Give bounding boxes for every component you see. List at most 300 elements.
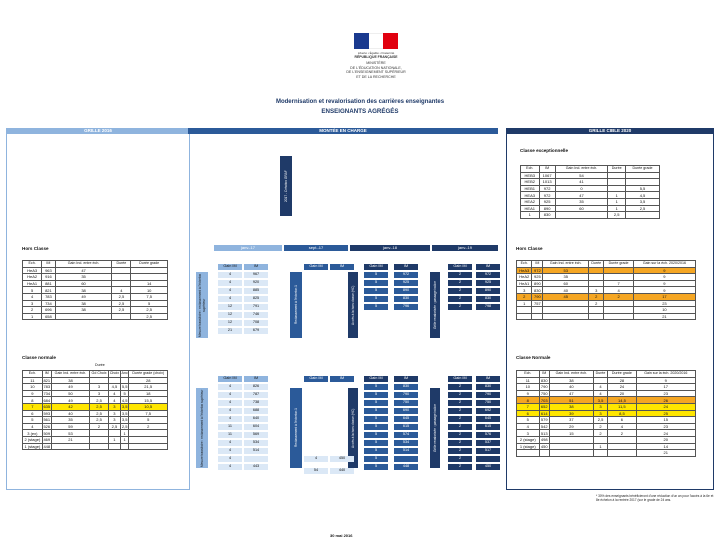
table-header: Durée <box>593 371 608 378</box>
value-cell: 688 <box>244 408 268 414</box>
table-cell: 59 <box>51 423 89 430</box>
value-cell: 12 <box>218 304 242 310</box>
value-cell: 830 <box>476 384 500 390</box>
table-cell: 542 <box>540 423 548 429</box>
table-cell: 757 <box>532 300 543 307</box>
table-cell: 830 <box>540 377 548 383</box>
table-cell: 526 <box>43 423 51 429</box>
value-cell: 2 <box>448 416 472 422</box>
table-cell <box>120 377 128 384</box>
value-cell: 925 <box>394 280 418 286</box>
table-cell: 47 <box>55 267 112 274</box>
value-cell: 830 <box>476 296 500 302</box>
table-cell: 35 <box>51 417 89 424</box>
table-row <box>517 287 696 294</box>
table-cell: 3 <box>108 417 120 424</box>
table-cell: 1 (stage) <box>517 443 540 450</box>
table-header: IM <box>539 371 549 378</box>
table-cell: 54 <box>555 172 608 179</box>
table-cell <box>604 307 634 314</box>
table-cell: 38 <box>55 300 112 307</box>
value-cell: 4 <box>218 384 242 390</box>
table-row <box>23 377 168 384</box>
column-header: Gain IM <box>364 264 388 270</box>
table-header: Gain Ind. entre éch. <box>555 166 608 173</box>
note-acces-cn: Accès à la hors classe (HC) <box>348 388 358 468</box>
table-cell: 1013 <box>539 179 555 186</box>
table-cell: 21,5 <box>129 384 168 391</box>
value-cell: 4 <box>218 464 242 470</box>
table-cell: 5 <box>129 417 168 424</box>
table-cell: HeA3 <box>517 267 532 274</box>
value-cell: 12 <box>218 312 242 318</box>
table-cell: 3 <box>108 410 120 417</box>
table-cell: 21 <box>633 313 695 320</box>
value-cell: 640 <box>244 416 268 422</box>
table-cell: 5,5 <box>121 384 128 390</box>
ministry-line: DE L'ÉDUCATION NATIONALE, <box>350 65 402 70</box>
table-row <box>517 417 696 424</box>
table-cell: 21 <box>636 450 695 457</box>
table-cell: 40 <box>549 384 593 391</box>
cadre-label: 2017 - Création GRAF <box>280 156 292 216</box>
value-cell <box>476 456 500 462</box>
table-header: Durée grade (choix) <box>129 371 168 378</box>
table-cell: 7 <box>517 403 540 410</box>
year-bar-3: janv.-18 <box>350 245 430 251</box>
table-cell <box>549 443 593 450</box>
value-cell: 4 <box>218 400 242 406</box>
table-row <box>23 293 168 300</box>
table-cell <box>604 300 634 307</box>
table-cell <box>604 267 634 274</box>
value-cell: 11 <box>218 424 242 430</box>
table-cell <box>608 185 626 192</box>
table-cell: 2 <box>604 293 634 300</box>
table-row <box>517 443 696 450</box>
table-cell <box>608 436 636 443</box>
value-cell: 534 <box>394 440 418 446</box>
table-row <box>517 436 696 443</box>
table-cell: 60 <box>55 280 112 287</box>
table-cell: 41 <box>555 179 608 186</box>
ministry-line: MINISTÈRE <box>366 61 386 65</box>
table-cell: 783 <box>42 293 55 300</box>
table-cell: 5 <box>131 300 168 307</box>
table-cell: 1 <box>120 430 128 437</box>
value-cell: 787 <box>244 392 268 398</box>
table-cell: 39 <box>549 410 593 417</box>
table-row <box>517 307 696 314</box>
value-cell: 790 <box>476 392 500 398</box>
value-cell: 2 <box>448 408 472 414</box>
table-cell: 3 <box>517 430 540 437</box>
table-cell: 2,5 <box>108 423 120 430</box>
table-cell: 15 <box>636 417 695 424</box>
table-header: Durée grade <box>625 166 659 173</box>
table-cell <box>532 313 543 320</box>
table-cell: 2,5 <box>625 205 659 212</box>
table-cell: 28 <box>129 377 168 384</box>
table-cell <box>593 450 608 457</box>
table-header: Ech. <box>23 261 42 268</box>
value-cell: 5 <box>364 448 388 454</box>
table-row <box>23 313 168 320</box>
column-header: IM <box>476 264 500 270</box>
table-cell <box>625 172 659 179</box>
table-header: IM <box>42 261 55 268</box>
value-cell: 920 <box>244 280 268 286</box>
value-cell: 2 <box>448 280 472 286</box>
table-cell: 24 <box>636 403 695 410</box>
table-cell: 9 <box>636 377 695 384</box>
table-cell: HeA2 <box>517 274 532 281</box>
table-cell: 14,5 <box>608 397 636 404</box>
right-ce-title: Classe exceptionnelle <box>520 148 569 153</box>
table-header: Durée <box>589 261 604 268</box>
table-cell: 10 <box>633 307 695 314</box>
table-row <box>521 179 660 186</box>
table-cell: 17 <box>636 384 695 391</box>
table-cell: 51 <box>549 397 593 404</box>
table-cell <box>589 307 604 314</box>
table-cell <box>608 179 626 186</box>
table-cell: 18 <box>129 390 168 397</box>
table-row <box>517 397 696 404</box>
table-header: IM <box>42 371 51 378</box>
table-cell: 2,5 <box>90 410 109 417</box>
table-cell <box>589 274 604 281</box>
value-cell: 569 <box>244 432 268 438</box>
table-cell: 11,5 <box>608 403 636 410</box>
table-cell: 2 <box>593 423 608 430</box>
table-row <box>23 384 168 391</box>
table-cell: 7 <box>23 403 43 410</box>
table-cell: 4,5 <box>121 397 128 403</box>
table-row <box>521 198 660 205</box>
table-cell: 2,5 <box>112 293 131 300</box>
table-cell <box>608 172 626 179</box>
table-row <box>23 423 168 430</box>
note-grille-cn: Grille revalorisée : passage indice <box>430 388 440 468</box>
value-cell: 450 <box>476 464 500 470</box>
table-cell: 10 <box>131 287 168 294</box>
value-cell <box>244 456 268 462</box>
table-cell: 11 <box>23 377 43 384</box>
value-cell: 5 <box>364 456 388 462</box>
right-ce-table <box>520 165 660 219</box>
column-header: IM <box>394 376 418 382</box>
table-header: Durée <box>112 261 131 268</box>
table-cell <box>549 450 593 457</box>
table-header: Gd Choix <box>91 371 107 376</box>
column-header: IM <box>244 376 268 382</box>
table-cell: 1 <box>593 443 608 450</box>
table-cell: 821 <box>42 287 55 294</box>
year-bar-1: janv.-17 <box>214 245 282 251</box>
table-cell: 509 <box>43 430 51 436</box>
table-cell: 2 <box>23 307 42 314</box>
table-header: Durée grade <box>608 371 636 378</box>
column-header: Gain IM <box>218 376 242 382</box>
table-cell: 24 <box>636 430 695 437</box>
table-cell: 38 <box>55 307 112 314</box>
table-cell: 60 <box>555 205 608 212</box>
table-cell <box>51 443 89 450</box>
table-cell: 1 <box>517 300 532 307</box>
table-cell: 881 <box>42 280 55 287</box>
value-cell: 12 <box>218 320 242 326</box>
table-cell <box>589 267 604 274</box>
table-cell: 24 <box>608 384 636 391</box>
value-cell: 5 <box>364 280 388 286</box>
value-cell: 967 <box>244 272 268 278</box>
table-cell <box>604 274 634 281</box>
table-cell: 513 <box>540 430 548 436</box>
table-row <box>517 300 696 307</box>
table-cell: 35 <box>55 274 112 281</box>
value-cell: 4 <box>218 440 242 446</box>
table-cell <box>112 313 131 320</box>
left-hc-table <box>22 260 168 320</box>
table-cell: 2 <box>517 293 532 300</box>
table-cell: 26 <box>636 397 695 404</box>
value-cell: 576 <box>476 432 500 438</box>
flag-emblem <box>354 33 398 49</box>
table-row <box>517 293 696 300</box>
ministry-name <box>346 61 406 79</box>
value-cell: 679 <box>244 328 268 334</box>
table-cell: 498 <box>540 437 548 443</box>
table-header: Gain Ind. entre éch. <box>543 261 589 268</box>
value-cell: 4 <box>218 280 242 286</box>
table-cell <box>625 212 659 219</box>
table-cell: 658 <box>42 313 55 320</box>
ministry-line: ET DE LA RECHERCHE <box>356 74 396 79</box>
table-cell: 9 <box>633 287 695 294</box>
table-cell: 4 <box>517 423 540 430</box>
table-header: Gain sur la éch. 2020/2016 <box>633 261 695 268</box>
logo-motto: Liberté • Égalité • Fraternité <box>357 51 395 55</box>
table-cell: 3 <box>90 390 109 397</box>
table-cell: 1 <box>120 436 128 443</box>
table-cell: 2,5 <box>593 417 608 424</box>
table-cell: 42 <box>51 403 89 410</box>
table-header: Anc <box>121 371 128 376</box>
page-title: Modernisation et revalorisation des carrières enseignantes <box>275 99 445 105</box>
footnote: * 30% des enseignants bénéficieront d'une réduction d'un an pour l'accès à la 6e et 8e échelon à la rentrée 2017 (sur le grade de 24 ans. <box>596 494 714 503</box>
year-bar-4: janv.-19 <box>432 245 498 251</box>
table-cell: HEA3 <box>521 192 540 199</box>
table-cell: 10,5 <box>129 403 168 410</box>
value-cell: 2 <box>448 464 472 470</box>
table-row <box>23 287 168 294</box>
table-cell: 38 <box>549 403 593 410</box>
table-cell: 972 <box>539 192 555 199</box>
table-cell: 2 <box>90 423 109 430</box>
value-cell: 690 <box>394 408 418 414</box>
table-header: Durée grade <box>131 261 168 268</box>
table-cell: 783 <box>43 384 51 390</box>
value-cell: 2 <box>448 424 472 430</box>
table-cell: 5 <box>23 287 42 294</box>
table-cell: 47 <box>549 390 593 397</box>
table-cell: 703 <box>540 397 548 403</box>
table-row <box>521 192 660 199</box>
table-cell: 11 <box>517 377 540 384</box>
table-cell: HEB1 <box>521 185 540 192</box>
value-cell: 708 <box>244 320 268 326</box>
value-cell: 5 <box>364 272 388 278</box>
table-cell: 49 <box>55 293 112 300</box>
table-cell: 696 <box>42 307 55 314</box>
table-cell: 45 <box>543 293 589 300</box>
table-cell: 2 <box>593 430 608 437</box>
table-cell <box>129 436 168 443</box>
table-cell: 1067 <box>539 172 555 179</box>
value-cell: 448 <box>394 464 418 470</box>
table-header: Gain Ind. entre éch. <box>549 371 593 378</box>
table-cell: 790 <box>540 384 548 390</box>
value-cell: 4 <box>218 448 242 454</box>
table-row <box>521 212 660 219</box>
table-cell: 8,5 <box>608 410 636 417</box>
table-cell: 35 <box>543 274 589 281</box>
value-cell: 972 <box>476 272 500 278</box>
value-cell: 615 <box>394 424 418 430</box>
table-row <box>23 397 168 404</box>
table-cell <box>543 307 589 314</box>
table-cell <box>131 267 168 274</box>
value-cell: 534 <box>244 440 268 446</box>
table-cell: 2 (stage) <box>24 437 41 443</box>
table-cell: 1 <box>108 436 120 443</box>
value-cell: 4 <box>218 408 242 414</box>
table-header: Durée <box>608 166 626 173</box>
table-cell: 15,5 <box>129 397 168 404</box>
table-cell: 3 <box>593 410 608 417</box>
table-cell: 23 <box>636 423 695 430</box>
table-row <box>517 450 696 457</box>
value-cell: 750 <box>394 400 418 406</box>
table-cell: 14 <box>636 443 695 450</box>
note-mesure-transitoire: Mesure transitoire : reclassement à l'échelon supérieur <box>198 273 206 337</box>
table-cell: 3 <box>90 384 109 391</box>
table-header: IM <box>532 261 543 268</box>
table-cell <box>589 313 604 320</box>
table-cell: 9 <box>633 274 695 281</box>
table-cell: 10 <box>517 384 540 391</box>
value-cell: 830 <box>394 384 418 390</box>
column-header: Gain IM <box>448 264 472 270</box>
table-cell: 3,5 <box>625 198 659 205</box>
note-mesure-transitoire-cn: Mesure transitoire : reclassement à l'échelon supérieur <box>196 388 208 468</box>
column-header: Gain IM <box>364 376 388 382</box>
table-cell: 734 <box>43 390 51 396</box>
table-cell <box>108 430 120 437</box>
value-cell: 4 <box>218 288 242 294</box>
table-cell: HeA1 <box>23 280 42 287</box>
right-cn-table <box>516 370 696 457</box>
table-cell: 2,5 <box>90 417 109 424</box>
table-cell: 2 <box>589 300 604 307</box>
band-grille-2016: GRILLE 2016 <box>6 128 190 134</box>
table-cell <box>90 430 109 437</box>
table-cell: 916 <box>42 274 55 281</box>
table-header: Ech. <box>517 261 532 268</box>
table-cell: 3 <box>23 300 42 307</box>
value-cell: 746 <box>244 312 268 318</box>
table-cell <box>593 436 608 443</box>
table-cell: HeA2 <box>23 274 42 281</box>
table-row <box>23 436 168 443</box>
table-cell: 29 <box>549 423 593 430</box>
table-cell: 7 <box>604 280 634 287</box>
value-cell: 645 <box>476 416 500 422</box>
table-cell: 53 <box>543 267 589 274</box>
value-cell: 4 <box>218 392 242 398</box>
table-cell: 2,5 <box>131 307 168 314</box>
table-row <box>23 267 168 274</box>
table-cell: 1 (stage) <box>24 443 41 449</box>
value-cell: 2 <box>448 296 472 302</box>
table-cell: 14 <box>131 280 168 287</box>
table-cell: HEA2 <box>521 198 540 205</box>
table-header: Choix <box>109 371 120 376</box>
table-cell: HEB3 <box>521 172 540 179</box>
table-cell: 2,5 <box>121 423 128 429</box>
value-cell: 738 <box>244 400 268 406</box>
table-cell: 5,5 <box>625 185 659 192</box>
table-cell <box>608 450 636 457</box>
table-row <box>517 423 696 430</box>
right-hc-title: Hors Classe <box>516 246 543 251</box>
table-cell: 579 <box>540 417 548 423</box>
note-reclassement-cn: Reclassement à l'échelon 1 <box>290 388 302 468</box>
table-cell <box>120 443 128 450</box>
year-bar-2: sept.-17 <box>284 245 348 251</box>
value-cell: 5 <box>364 432 388 438</box>
table-cell: 972 <box>539 185 555 192</box>
value-cell: 885 <box>244 288 268 294</box>
table-cell: 3 <box>589 287 604 294</box>
table-cell <box>112 274 131 281</box>
left-hc-title: Hors Classe <box>22 246 49 251</box>
table-cell <box>543 313 589 320</box>
table-cell: 7,5 <box>129 410 168 417</box>
table-row <box>517 280 696 287</box>
table-cell: 684 <box>43 397 51 403</box>
table-cell: 1 <box>608 192 626 199</box>
table-header: Ech. <box>517 371 540 378</box>
right-hc-table <box>516 260 696 320</box>
value-cell: 2 <box>448 400 472 406</box>
table-cell: 28 <box>608 377 636 384</box>
value-cell: 826 <box>244 384 268 390</box>
table-cell <box>131 274 168 281</box>
table-row <box>23 430 168 437</box>
table-cell <box>108 443 120 450</box>
table-row <box>23 410 168 417</box>
note-grille: Grille revalorisée : passage indice <box>430 272 440 338</box>
table-cell: 3 <box>593 403 608 410</box>
extra-value-cell: 440 <box>330 468 354 474</box>
table-cell: 3 <box>517 287 532 294</box>
value-cell: 604 <box>244 424 268 430</box>
table-cell: 3,5 <box>121 417 128 423</box>
column-header: Gain IM <box>304 376 328 382</box>
table-header: IM <box>539 166 555 173</box>
